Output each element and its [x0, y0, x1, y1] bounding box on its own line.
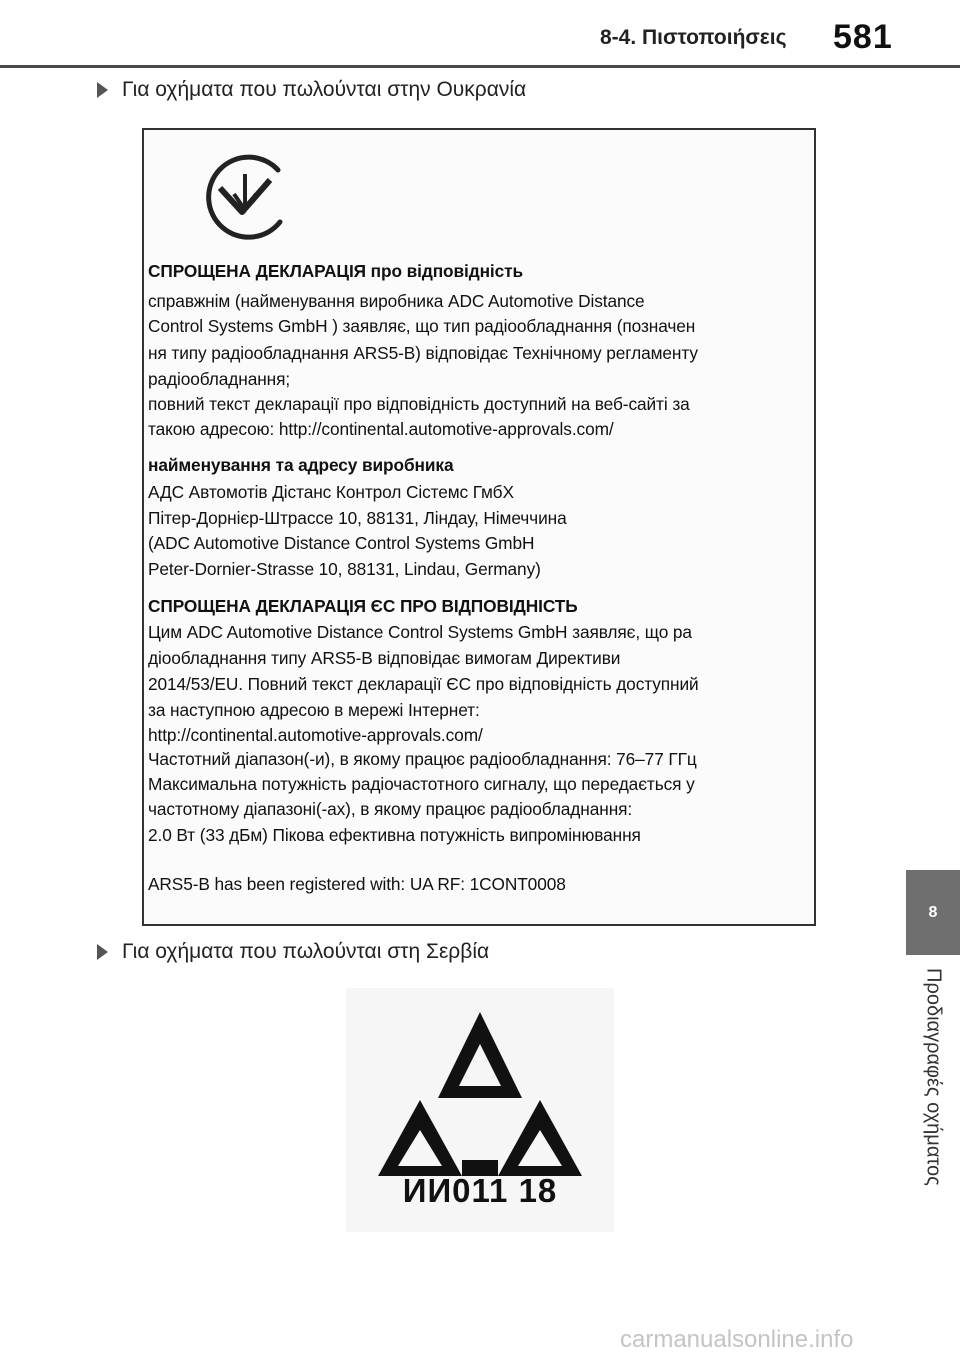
declaration-line: 2.0 Вт (33 дБм) Пікова ефективна потужність випромінювання	[148, 825, 641, 845]
triangle-right-icon	[97, 944, 108, 960]
declaration-line: Peter-Dornier-Strasse 10, 88131, Lindau, Germany)	[148, 559, 541, 579]
serbia-triangle-mark-icon	[346, 988, 614, 1178]
declaration-line: такою адресою: http://continental.automotive-approvals.com/	[148, 419, 614, 439]
declaration-line: ARS5-B has been registered with: UA RF: 1CONT0008	[148, 874, 566, 894]
declaration-line: повний текст декларації про відповідність доступний на веб-сайті за	[148, 394, 690, 414]
chapter-label	[910, 968, 956, 1228]
section-title: 8-4. Πιστοποιήσεις	[600, 26, 787, 49]
scan-bottom-border	[142, 924, 816, 926]
serbia-heading	[97, 940, 489, 964]
ukraine-heading	[97, 78, 526, 102]
serbia-heading-text: Για οχήματα που πωλούνται στη Σερβία	[122, 940, 490, 963]
chapter-label-text: Προδιαγραφές οχήματος	[922, 968, 945, 1186]
ukraine-conformity-mark-icon	[198, 150, 294, 246]
declaration-line: частотному діапазоні(-ах), в якому працює радіообладнання:	[148, 799, 633, 819]
declaration-line: радіообладнання;	[148, 369, 291, 389]
declaration-line: Максимальна потужність радіочастотного сигналу, що передається у	[148, 774, 695, 794]
header-divider	[0, 65, 960, 68]
declaration-line: найменування та адресу виробника	[148, 455, 454, 475]
declaration-line: ня типу радіообладнання ARS5-B) відповідає Технічному регламенту	[148, 343, 698, 363]
triangle-right-icon	[97, 82, 108, 98]
declaration-line: АДС Автомотів Дістанс Контрол Сістемс ГмбХ	[148, 482, 514, 502]
declaration-line: 2014/53/EU. Повний текст декларації ЄС про відповідність доступний	[148, 674, 699, 694]
watermark: carmanualsonline.info	[620, 1326, 854, 1353]
declaration-line: діообладнання типу ARS5-B відповідає вимогам Директиви	[148, 648, 621, 668]
declaration-line: Цим ADC Automotive Distance Control Systems GmbH заявляє, що ра	[148, 622, 692, 642]
declaration-line: справжнім (найменування виробника ADC Automotive Distance	[148, 291, 645, 311]
chapter-number: 8	[928, 903, 938, 921]
declaration-line: за наступною адресою в мережі Інтернет:	[148, 700, 480, 720]
declaration-line: Частотний діапазон(-и), в якому працює радіообладнання: 76–77 ГГц	[148, 749, 697, 769]
serbia-approval-code: ИИ011 18	[402, 1172, 558, 1209]
declaration-line: Пітер-Дорнієр-Штрассе 10, 88131, Ліндау, Німеччина	[148, 508, 567, 528]
declaration-line: СПРОЩЕНА ДЕКЛАРАЦІЯ про відповідність	[148, 261, 524, 281]
declaration-line: СПРОЩЕНА ДЕКЛАРАЦІЯ ЄС ПРО ВІДПОВІДНІСТЬ	[148, 596, 578, 616]
declaration-line: (ADC Automotive Distance Control Systems GmbH	[148, 533, 535, 553]
declaration-line: Control Systems GmbH ) заявляє, що тип радіообладнання (позначен	[148, 316, 696, 336]
declaration-line: http://continental.automotive-approvals.com/	[148, 725, 483, 745]
ukraine-heading-text: Για οχήματα που πωλούνται στην Ουκρανία	[122, 78, 527, 101]
serbia-approval-image	[346, 988, 614, 1232]
page-number: 581	[833, 18, 893, 56]
chapter-tab[interactable]	[906, 870, 960, 955]
